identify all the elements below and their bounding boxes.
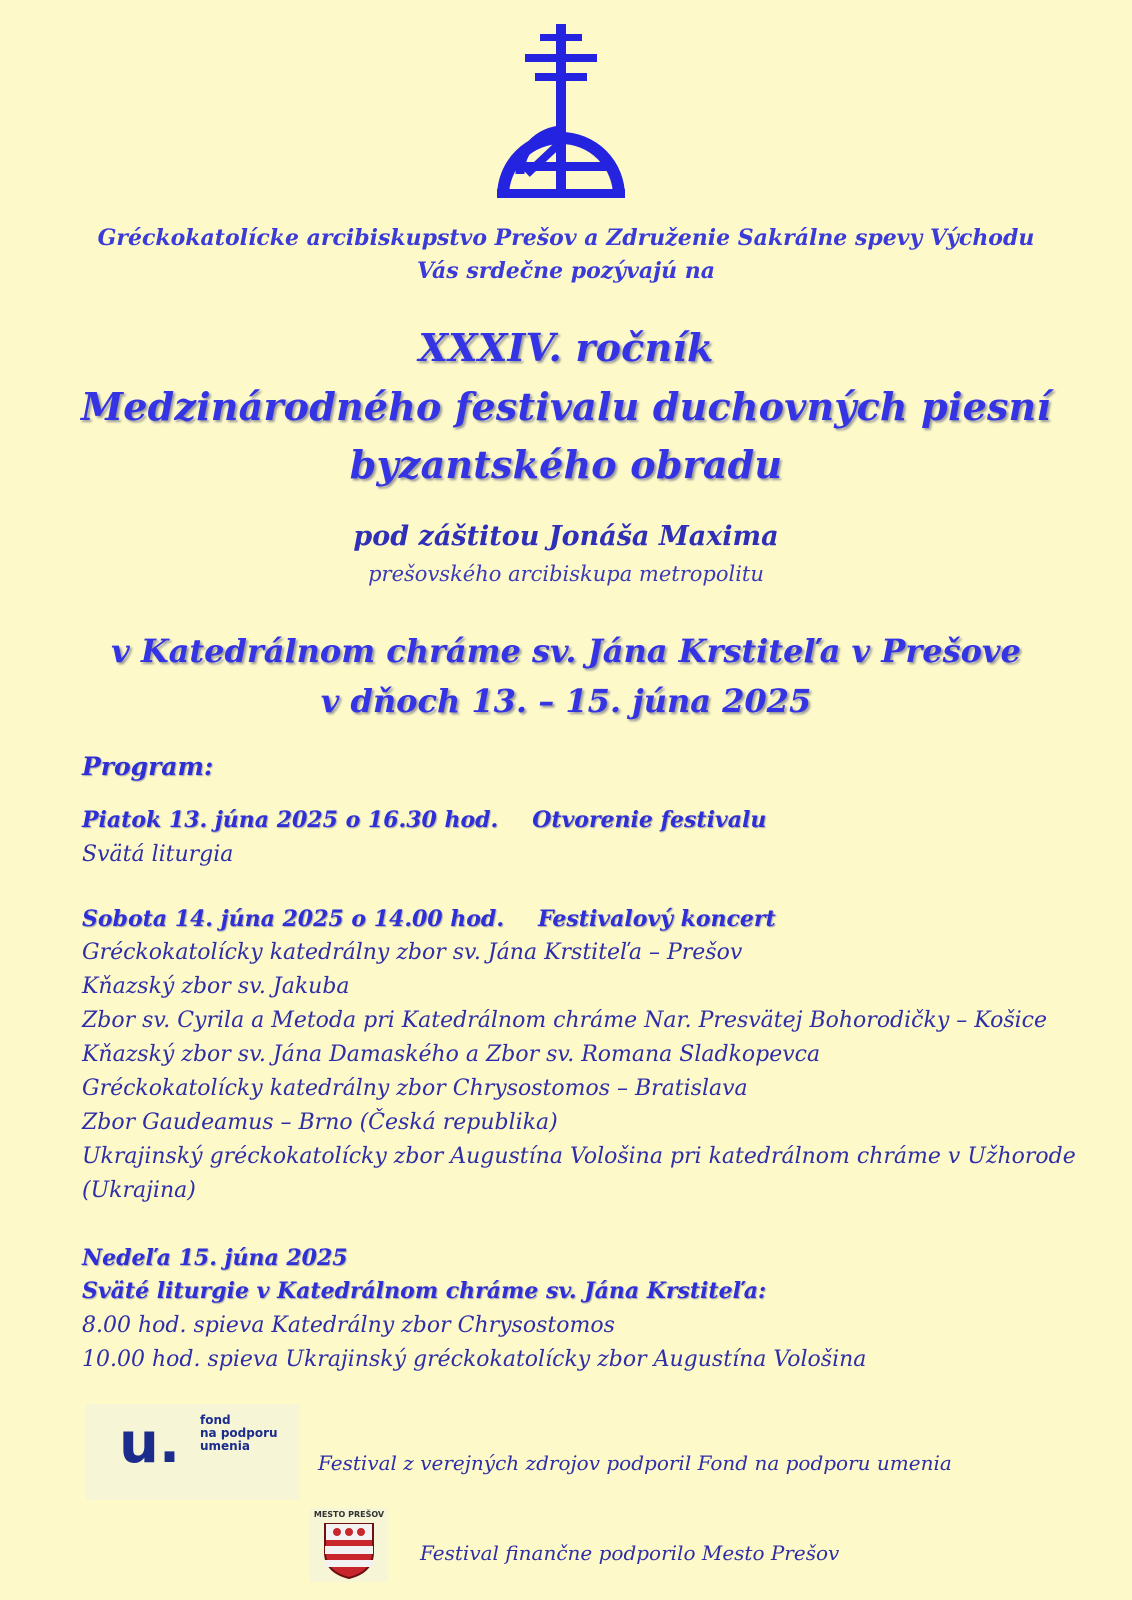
title-festival: Medzinárodného festivalu duchovných piesní bbox=[80, 384, 1052, 429]
title-rite: byzantského obradu bbox=[349, 442, 783, 487]
list-item: Kňazský zbor sv. Jakuba bbox=[82, 974, 350, 999]
fpu-logo-text bbox=[200, 1414, 278, 1453]
patronage-role: prešovského arcibiskupa metropolitu bbox=[368, 562, 764, 586]
friday-event: Otvorenie festivalu bbox=[532, 807, 767, 833]
venue-dates: v dňoch 13. – 15. júna 2025 bbox=[320, 682, 812, 720]
list-item: Zbor Gaudeamus – Brno (Česká republika) bbox=[82, 1110, 558, 1135]
list-item: Ukrajinský gréckokatolícky zbor Augustína Vološina pri katedrálnom chráme v Užhorode bbox=[82, 1144, 1076, 1169]
fpu-logo-line: umenia bbox=[200, 1439, 250, 1453]
invite-organizers: Gréckokatolícke arcibiskupstvo Prešov a Združenie Sakrálne spevy Východu bbox=[97, 225, 1035, 251]
presov-coat-of-arms-icon bbox=[323, 1522, 375, 1580]
archeparchy-logo bbox=[497, 24, 637, 203]
city-logo-label: MESTO PREŠOV bbox=[313, 1510, 385, 1519]
invite-phrase: Vás srdečne pozývajú na bbox=[417, 258, 715, 284]
fpu-logo-letter: u. bbox=[119, 1411, 181, 1476]
list-item: 8.00 hod. spieva Katedrálny zbor Chrysostomos bbox=[82, 1313, 615, 1338]
friday-date: Piatok 13. júna 2025 o 16.30 hod. bbox=[82, 807, 499, 833]
list-item: (Ukrajina) bbox=[82, 1178, 196, 1203]
fpu-logo-line: na podporu bbox=[200, 1426, 278, 1440]
saturday-date: Sobota 14. júna 2025 o 14.00 hod. bbox=[82, 906, 504, 932]
saturday-event: Festivalový koncert bbox=[537, 906, 776, 932]
byzantine-cross-dome-icon bbox=[497, 24, 637, 199]
list-item: Svätá liturgia bbox=[82, 842, 234, 867]
program-heading: Program: bbox=[82, 752, 214, 781]
title-edition: XXXIV. ročník bbox=[418, 325, 714, 370]
fpu-support-text: Festival z verejných zdrojov podporil Fond na podporu umenia bbox=[318, 1451, 952, 1475]
friday-heading bbox=[82, 807, 766, 833]
fpu-logo-line: fond bbox=[200, 1413, 231, 1427]
list-item: Zbor sv. Cyrila a Metoda pri Katedrálnom chráme Nar. Presvätej Bohorodičky – Košice bbox=[82, 1008, 1048, 1033]
list-item: Kňazský zbor sv. Jána Damaského a Zbor sv. Romana Sladkopevca bbox=[82, 1042, 821, 1067]
sunday-subheading: Sväté liturgie v Katedrálnom chráme sv. Jána Krstiteľa: bbox=[82, 1278, 767, 1304]
patronage-name: pod záštitou Jonáša Maxima bbox=[353, 521, 779, 552]
venue-place: v Katedrálnom chráme sv. Jána Krstiteľa v Prešove bbox=[111, 632, 1021, 670]
fpu-logo bbox=[86, 1404, 300, 1500]
sunday-heading: Nedeľa 15. júna 2025 bbox=[82, 1245, 348, 1271]
saturday-heading bbox=[82, 906, 776, 932]
city-support-text: Festival finančne podporilo Mesto Prešov bbox=[420, 1541, 840, 1565]
list-item: Gréckokatolícky katedrálny zbor Chrysostomos – Bratislava bbox=[82, 1076, 748, 1101]
city-logo bbox=[310, 1508, 388, 1582]
list-item: 10.00 hod. spieva Ukrajinský gréckokatolícky zbor Augustína Vološina bbox=[82, 1347, 867, 1372]
list-item: Gréckokatolícky katedrálny zbor sv. Jána Krstiteľa – Prešov bbox=[82, 940, 743, 965]
